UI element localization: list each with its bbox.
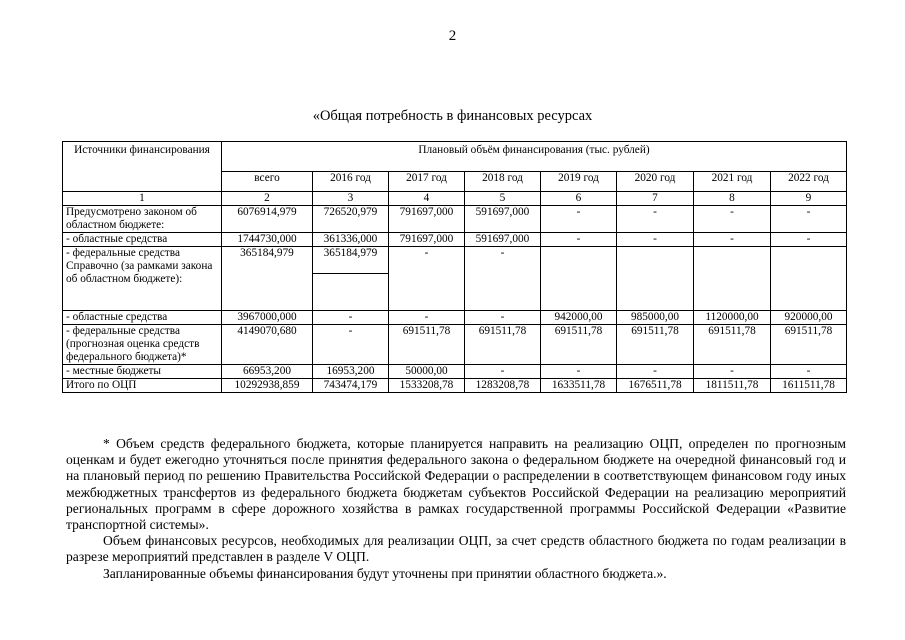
cell-value: 591697,000	[465, 206, 541, 233]
row-label: Предусмотрено законом об областном бюджете:	[63, 206, 222, 233]
row-label: - федеральные средства (прогнозная оценка средств федерального бюджета)*	[63, 325, 222, 365]
cell-value: 66953,200	[222, 365, 313, 379]
cell-value: 743474,179	[313, 379, 389, 393]
cell-value: -	[313, 311, 389, 325]
cell-value: 691511,78	[694, 325, 771, 365]
column-number-row	[63, 192, 847, 206]
row-label: Итого по ОЦП	[63, 379, 222, 393]
footnote-paragraph: * Объем средств федерального бюджета, которые планируется направить на реализацию ОЦП, определен по прогнозным оценкам и будет ежегодно уточняться после принятия федерального закона о федеральном бюджете на очередной финансовый год и на плановый период по решению Правительства Российской Федерации о распределении в соответствующем финансовом году иных межбюджетных трансфертов из федерального бюджета бюджетам субъектов Российской Федерации на реализацию мероприятий региональных программ в сфере дорожного хозяйства в рамках государственной программы Российской Федерации «Развитие транспортной системы».	[66, 436, 846, 533]
table-row	[63, 311, 847, 325]
year-header: 2018 год	[465, 172, 541, 192]
cell-value: 791697,000	[389, 206, 465, 233]
column-number: 8	[694, 192, 771, 206]
cell-value: -	[694, 233, 771, 247]
cell-value: 726520,979	[313, 206, 389, 233]
cell-value: 691511,78	[541, 325, 617, 365]
cell-value: -	[771, 233, 847, 247]
row-label: - областные средства	[63, 233, 222, 247]
row-label: - федеральные средства Справочно (за рамками закона об областном бюджете):	[63, 247, 222, 311]
column-number: 3	[313, 192, 389, 206]
cell-value: 942000,00	[541, 311, 617, 325]
notes-section	[66, 436, 846, 582]
cell-value: 4149070,680	[222, 325, 313, 365]
cell-value: 691511,78	[617, 325, 694, 365]
cell-value: 50000,00	[389, 365, 465, 379]
cell-value: 361336,000	[313, 233, 389, 247]
year-header: всего	[222, 172, 313, 192]
year-header: 2020 год	[617, 172, 694, 192]
cell-value: -	[617, 206, 694, 233]
financing-table	[62, 141, 847, 393]
cell-value: -	[694, 206, 771, 233]
cell-value: -	[541, 206, 617, 233]
cell-value: -	[465, 247, 541, 311]
cell-value: 1283208,78	[465, 379, 541, 393]
column-number: 9	[771, 192, 847, 206]
cell-value: -	[694, 365, 771, 379]
cell-value: 1811511,78	[694, 379, 771, 393]
cell-value: 1533208,78	[389, 379, 465, 393]
cell-value: 365184,979	[222, 247, 313, 311]
note-paragraph: Объем финансовых ресурсов, необходимых для реализации ОЦП, за счет средств областного бюджета по годам реализации в разрезе мероприятий представлен в разделе V ОЦП.	[66, 533, 846, 565]
cell-value: -	[617, 233, 694, 247]
row-label: - областные средства	[63, 311, 222, 325]
column-number: 2	[222, 192, 313, 206]
cell-value	[617, 247, 694, 311]
year-header: 2017 год	[389, 172, 465, 192]
cell-value: 591697,000	[465, 233, 541, 247]
column-number: 5	[465, 192, 541, 206]
cell-value: 691511,78	[771, 325, 847, 365]
plan-header: Плановый объём финансирования (тыс. рублей)	[222, 142, 847, 172]
cell-value: 985000,00	[617, 311, 694, 325]
table-row	[63, 206, 847, 233]
cell-value: -	[541, 233, 617, 247]
cell-value: 1611511,78	[771, 379, 847, 393]
header-row	[63, 142, 847, 172]
year-header: 2022 год	[771, 172, 847, 192]
table-title: «Общая потребность в финансовых ресурсах	[312, 108, 593, 124]
cell-value: 6076914,979	[222, 206, 313, 233]
year-header: 2021 год	[694, 172, 771, 192]
cell-value: -	[541, 365, 617, 379]
column-number: 6	[541, 192, 617, 206]
cell-value: 3967000,000	[222, 311, 313, 325]
cell-value: -	[313, 325, 389, 365]
column-number: 7	[617, 192, 694, 206]
cell-value: -	[771, 365, 847, 379]
table-row-total	[63, 379, 847, 393]
cell-value	[771, 247, 847, 311]
table-row	[63, 325, 847, 365]
table-row	[63, 247, 847, 311]
cell-value: 1676511,78	[617, 379, 694, 393]
column-number: 4	[389, 192, 465, 206]
page-number: 2	[448, 28, 457, 44]
cell-value: -	[771, 206, 847, 233]
cell-value: 10292938,859	[222, 379, 313, 393]
cell-value: 1744730,000	[222, 233, 313, 247]
cell-value: 365184,979	[313, 247, 389, 311]
cell-value: 16953,200	[313, 365, 389, 379]
source-header: Источники финансирования	[63, 142, 222, 192]
cell-value: 791697,000	[389, 233, 465, 247]
row-label: - местные бюджеты	[63, 365, 222, 379]
cell-value: 1633511,78	[541, 379, 617, 393]
table-row	[63, 365, 847, 379]
cell-value: 920000,00	[771, 311, 847, 325]
cell-value: -	[389, 247, 465, 311]
column-number: 1	[63, 192, 222, 206]
cell-value: -	[465, 311, 541, 325]
cell-value: 691511,78	[389, 325, 465, 365]
table-row	[63, 233, 847, 247]
cell-value	[694, 247, 771, 311]
cell-value: 1120000,00	[694, 311, 771, 325]
year-header: 2019 год	[541, 172, 617, 192]
cell-value: -	[465, 365, 541, 379]
cell-value: -	[389, 311, 465, 325]
cell-value: -	[617, 365, 694, 379]
cell-value: 691511,78	[465, 325, 541, 365]
note-paragraph: Запланированные объемы финансирования будут уточнены при принятии областного бюджета.».	[103, 565, 667, 581]
cell-value	[541, 247, 617, 311]
year-header: 2016 год	[313, 172, 389, 192]
